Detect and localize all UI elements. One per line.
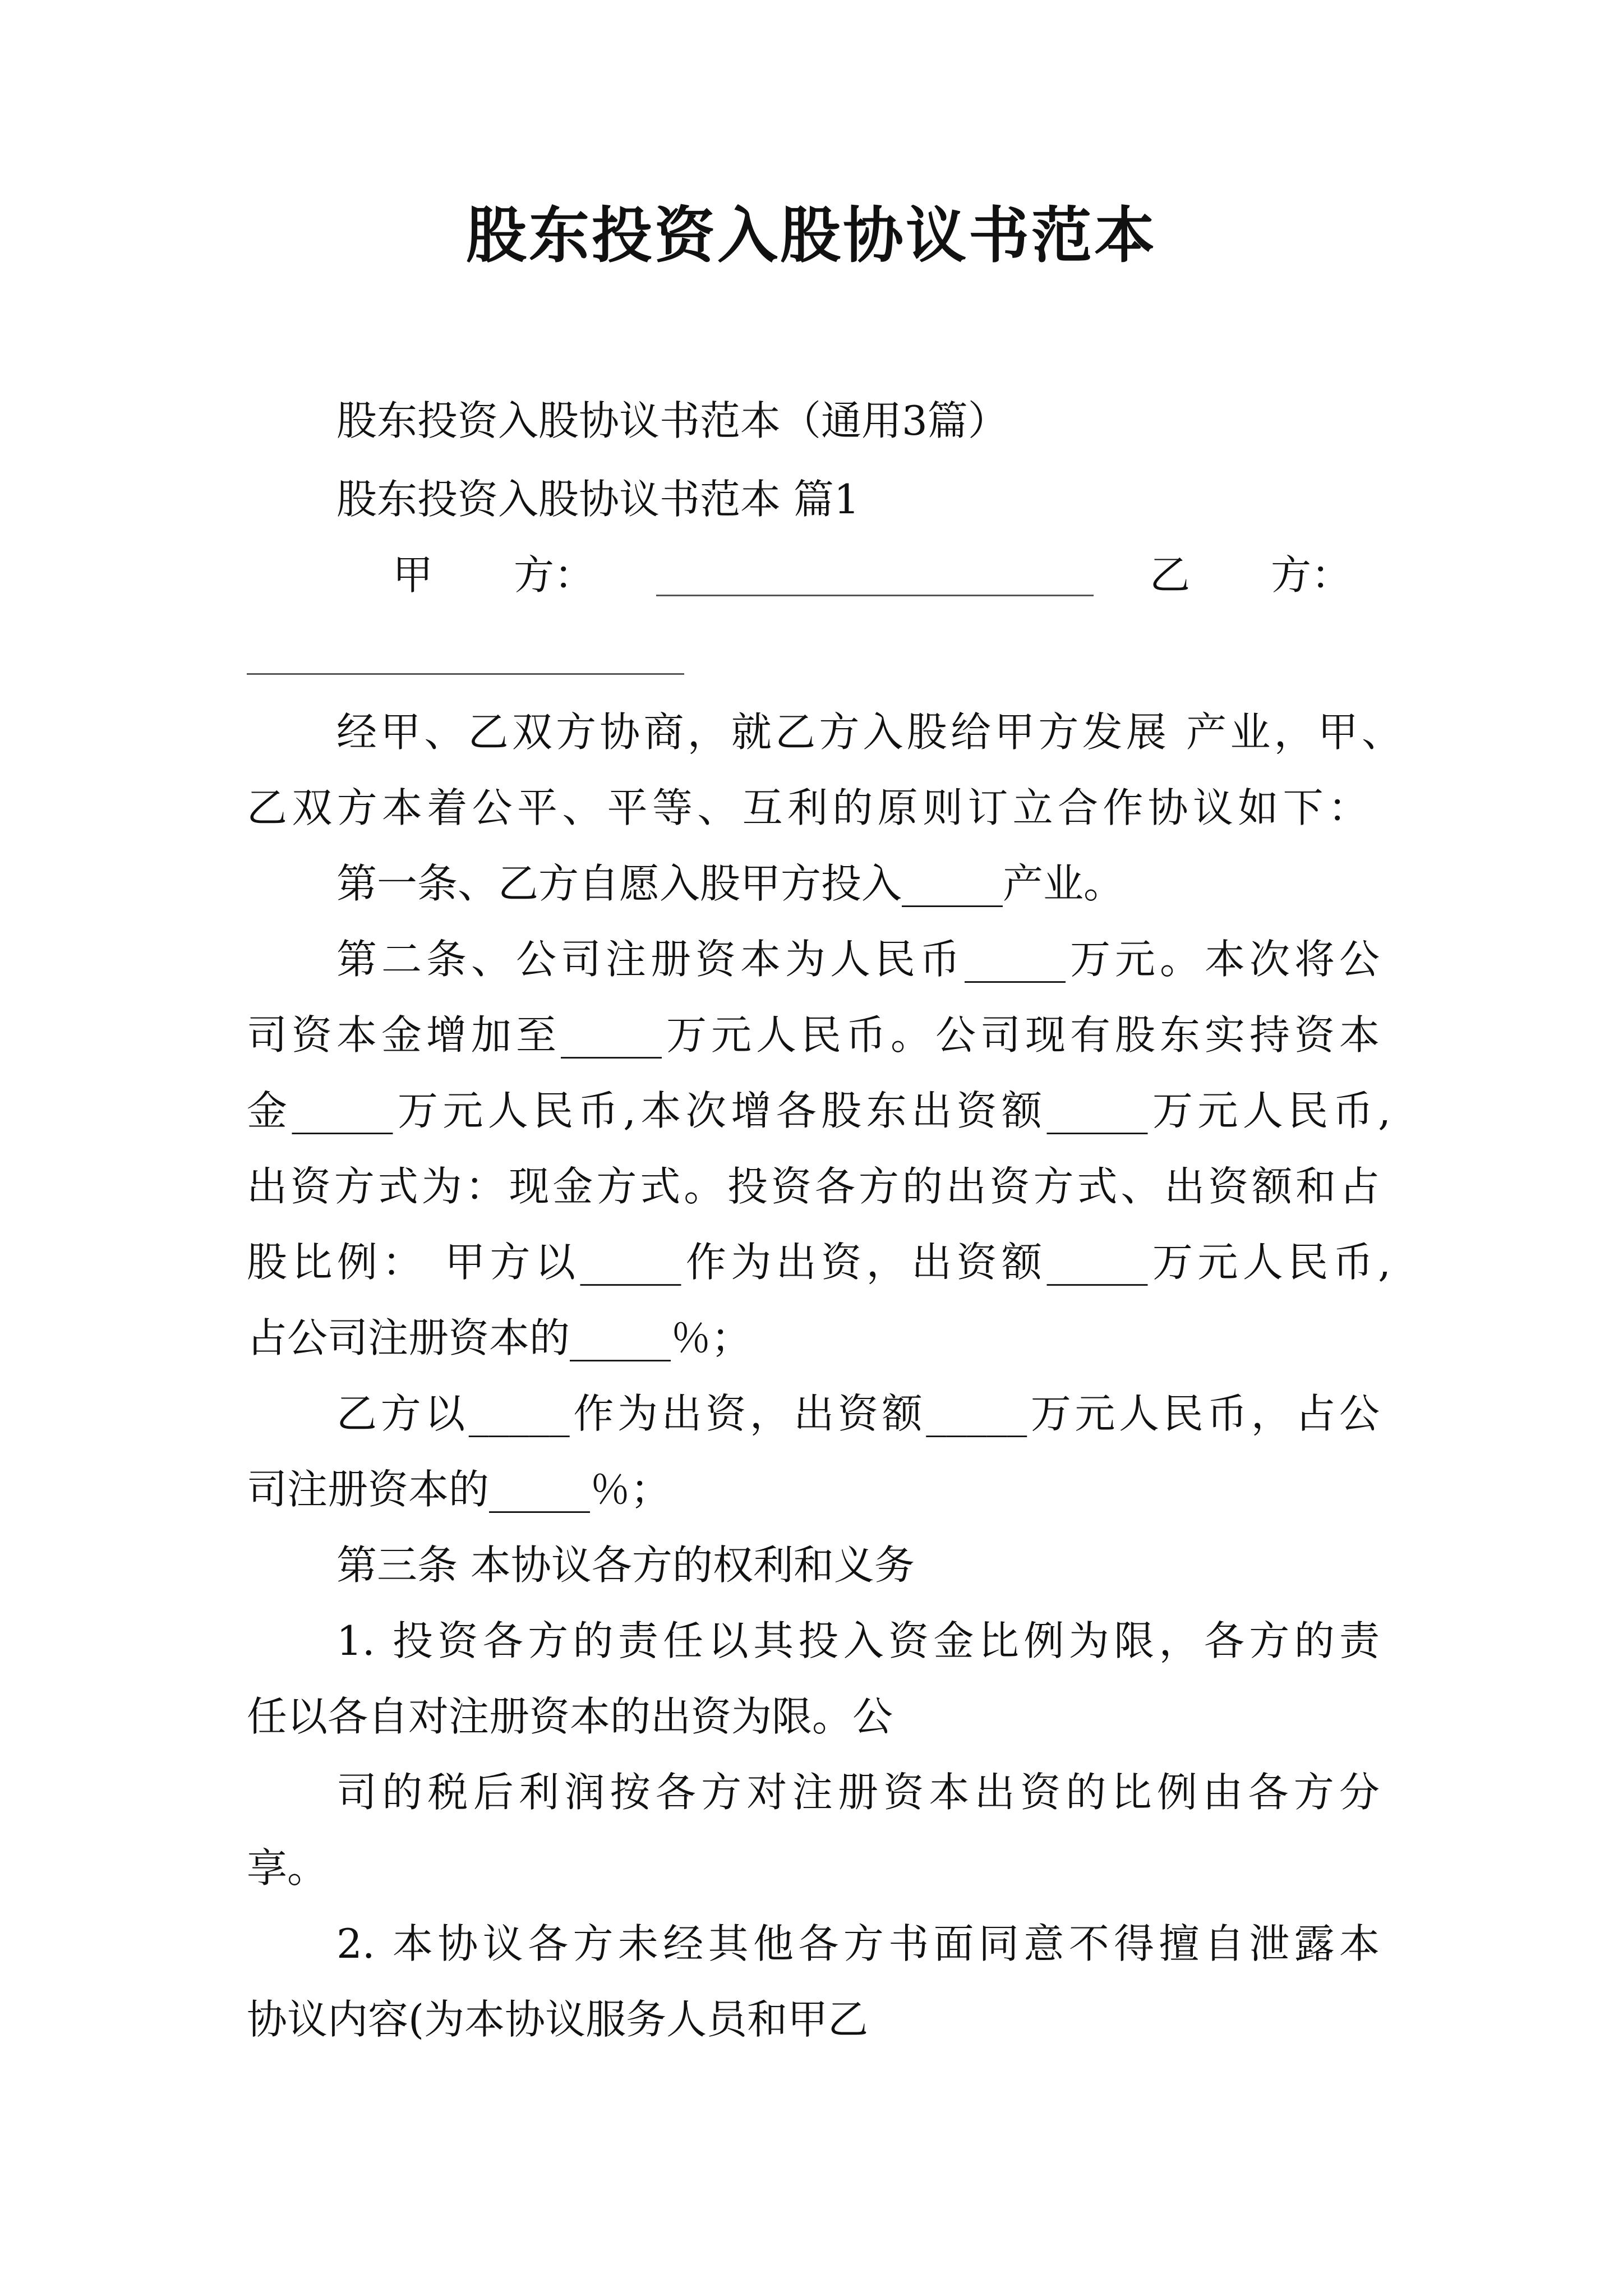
body-line: 经甲、乙双方协商，就乙方入股给甲方发展 产业，甲、 [336,708,1402,756]
article-1: 第一条、乙方自愿入股甲方投入_____产业。 [336,860,1124,907]
body-line: 股比例： 甲方以_____作为出资，出资额_____万元人民币, [247,1239,1391,1286]
party-a-blank [656,595,1094,596]
party-a-label: 甲 方： [393,551,595,599]
body-line: 司注册资本的_____％； [247,1466,671,1513]
body-line: 占公司注册资本的_____％； [247,1314,752,1361]
clause-2: 2. 本协议各方未经其他各方书面同意不得擅自泄露本 [336,1920,1380,1967]
section-heading: 股东投资入股协议书范本 篇1 [336,476,860,523]
body-line: 司资本金增加至_____万元人民币。公司现有股东实持资本 [247,1011,1380,1059]
body-line: 乙双方本着公平、平等、互利的原则订立合作协议如下： [247,784,1368,831]
body-line: 金_____万元人民币,本次增各股东出资额_____万元人民币, [247,1087,1391,1134]
article-3: 第三条 本协议各方的权利和义务 [336,1542,915,1589]
body-line: 司的税后利润按各方对注册资本出资的比例由各方分 [336,1769,1380,1816]
document-title: 股东投资入股协议书范本 [465,200,1157,271]
party-b-blank [247,673,684,675]
body-line: 协议内容(为本协议服务人员和甲乙 [247,1996,869,2043]
party-b-label: 乙 方： [1150,551,1352,599]
body-line: 出资方式为：现金方式。投资各方的出资方式、出资额和占 [247,1163,1380,1210]
body-line: 乙方以_____作为出资，出资额_____万元人民币，占公 [336,1390,1380,1437]
article-2: 第二条、公司注册资本为人民币_____万元。本次将公 [336,936,1380,983]
body-line: 任以各自对注册资本的出资为限。公 [247,1693,893,1740]
document-subtitle: 股东投资入股协议书范本（通用3篇） [336,397,1008,444]
body-line: 享。 [247,1844,328,1892]
clause-1: 1. 投资各方的责任以其投入资金比例为限，各方的责 [336,1617,1380,1664]
